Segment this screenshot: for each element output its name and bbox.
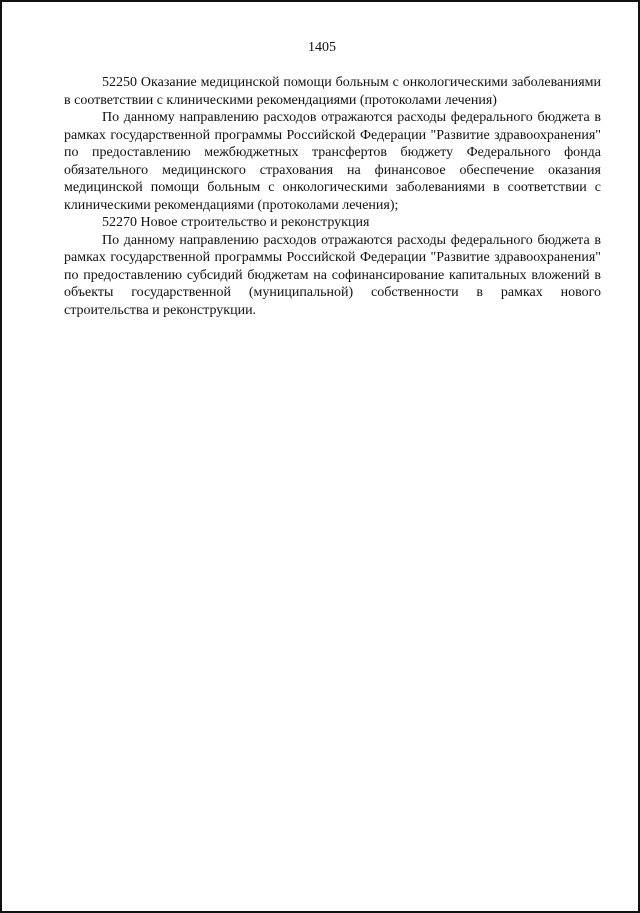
section-heading-52250: 52250 Оказание медицинской помощи больным с онкологическими заболеваниями в соответствии с клиническими рекомендациями (протоколами лечения)	[64, 75, 601, 108]
section-text-52250: По данному направлению расходов отражаются расходы федерального бюджета в рамках государственной программы Российской Федерации "Развитие здравоохранения" по предоставлению межбюджетных трансфертов бюджету Федерального фонда обязательного медицинского страхования на финансовое обеспечение оказания медицинской помощи больным с онкологическими заболеваниями в соответствии с клиническими рекомендациями (протоколами лечения);	[64, 110, 601, 213]
section-heading-52270: 52270 Новое строительство и реконструкция	[102, 215, 370, 230]
document-body	[64, 74, 601, 319]
section-text-52270: По данному направлению расходов отражаются расходы федерального бюджета в рамках государственной программы Российской Федерации "Развитие здравоохранения" по предоставлению субсидий бюджетам на софинансирование капитальных вложений в объекты государственной (муниципальной) собственности в рамках нового строительства и реконструкции.	[64, 232, 601, 318]
page-number: 1405	[308, 40, 336, 55]
